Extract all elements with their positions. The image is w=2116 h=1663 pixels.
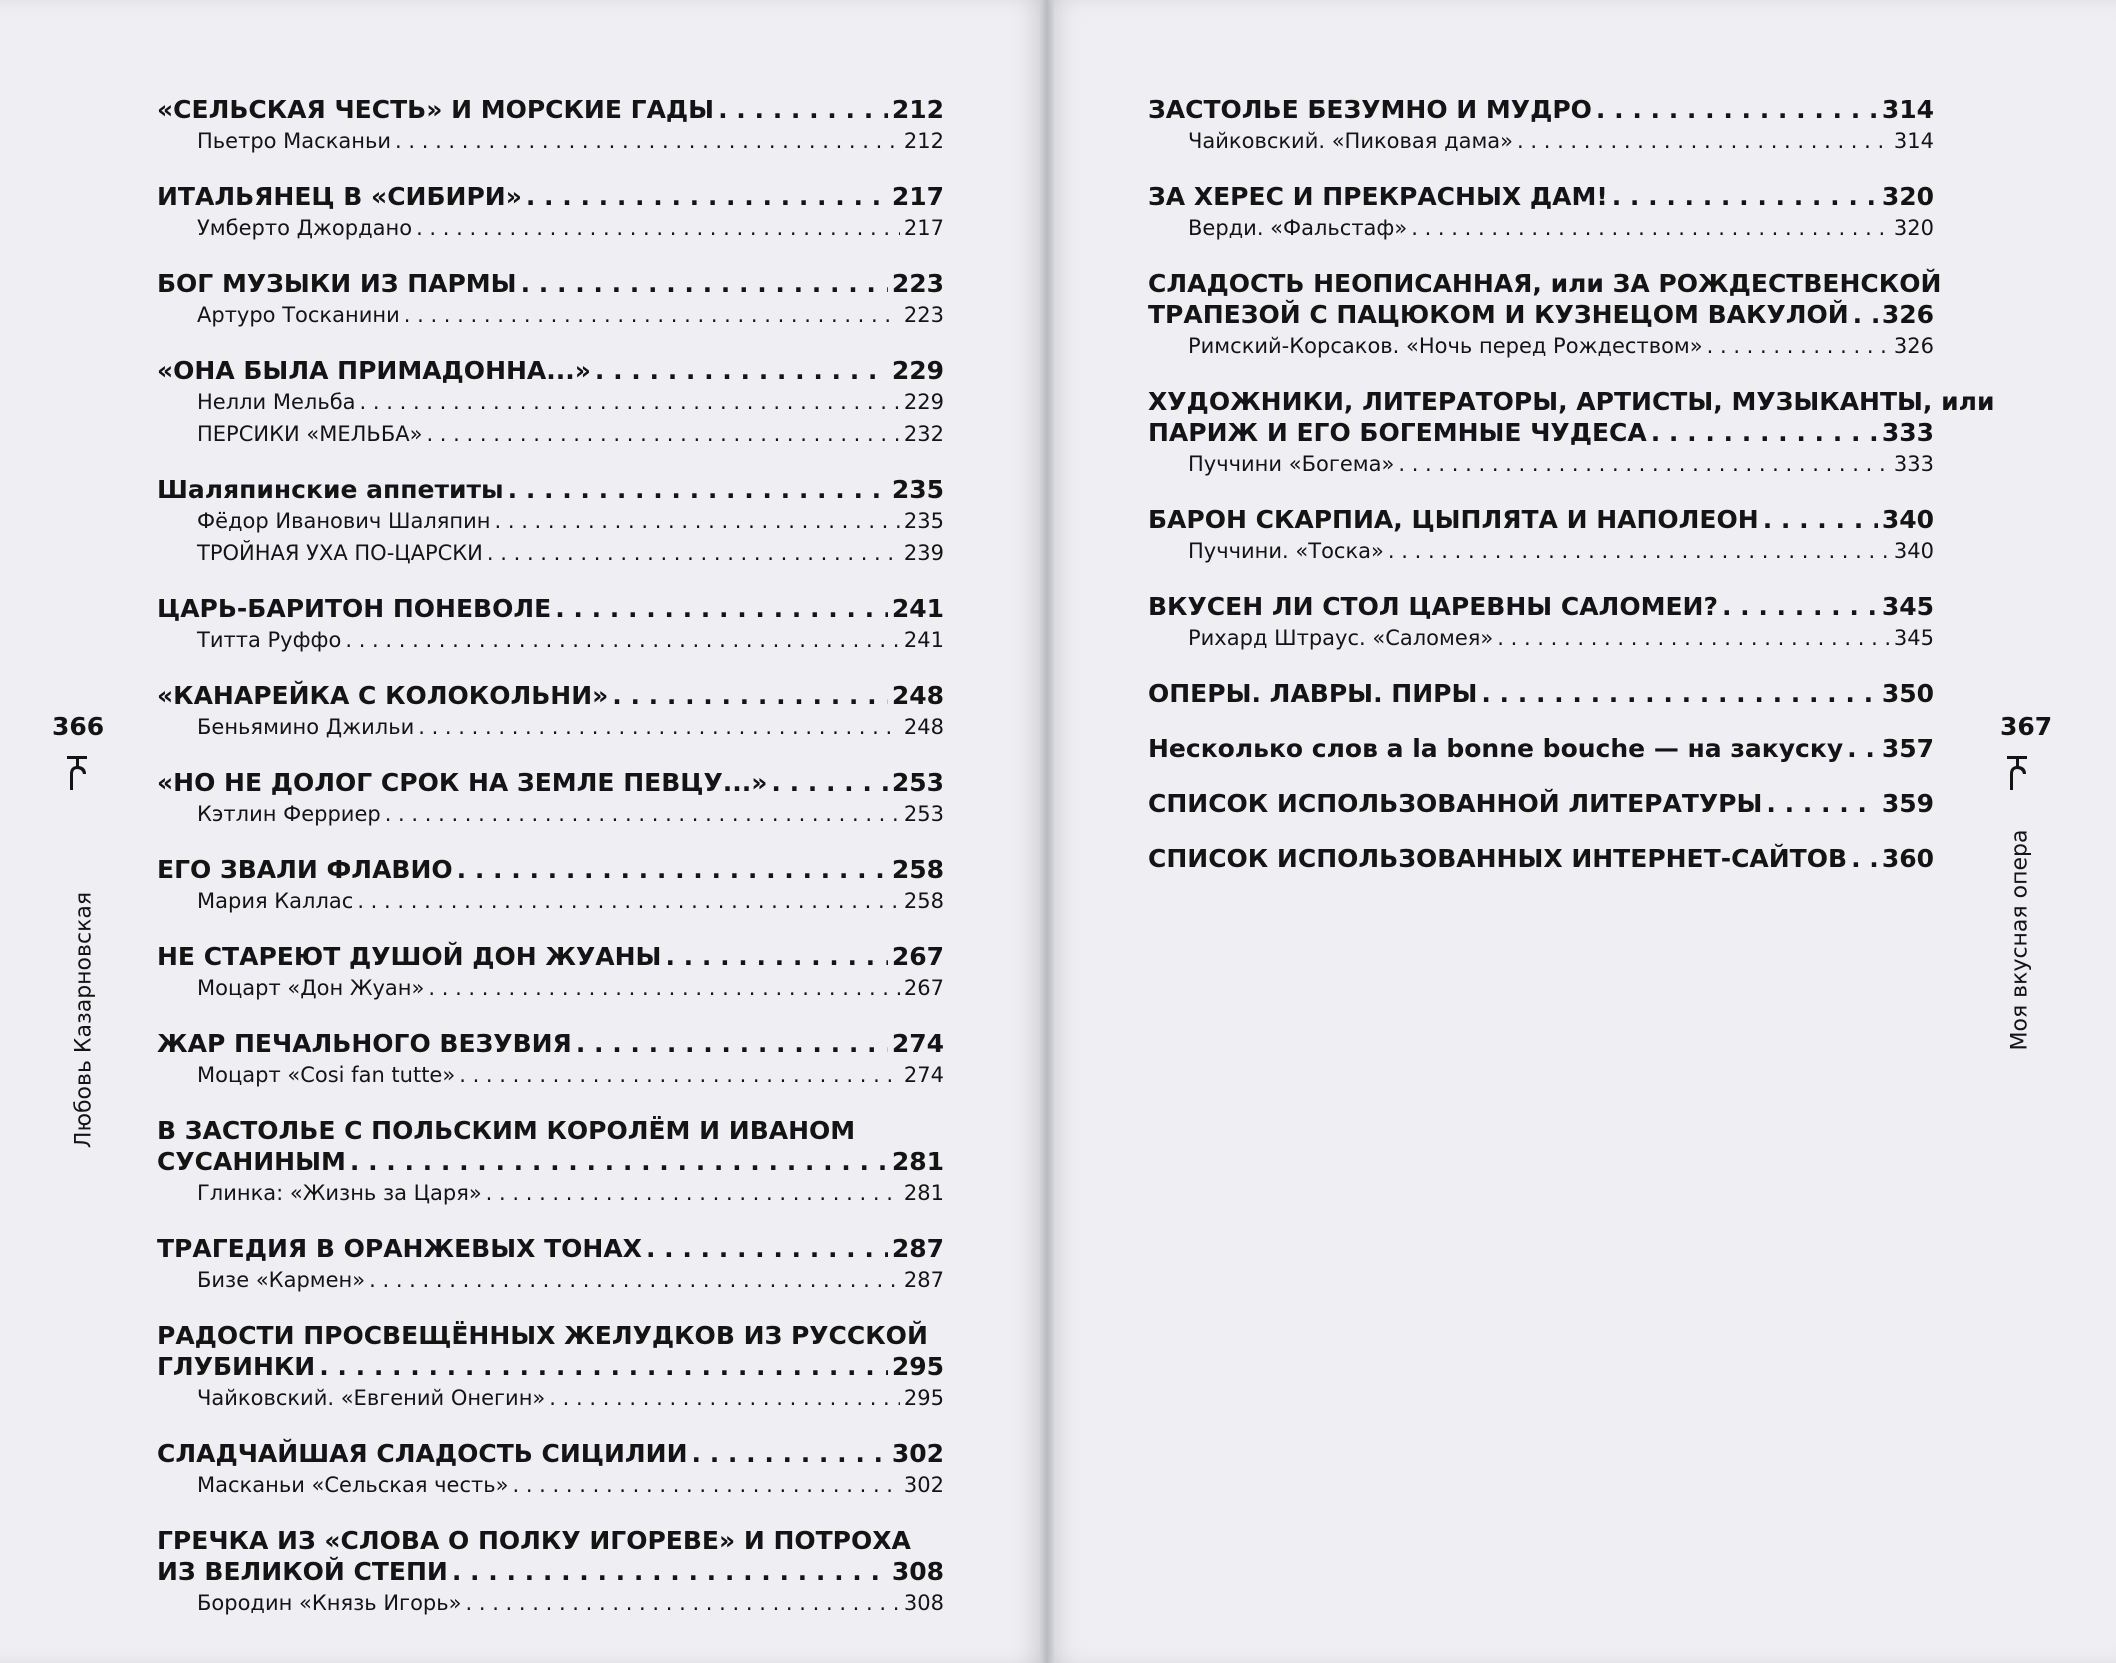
toc-subentry	[157, 537, 944, 569]
toc-subentry	[1148, 212, 1934, 244]
toc-chapter-entry	[1148, 678, 1934, 709]
toc-chapter-title: ЕГО ЗВАЛИ ФЛАВИО	[157, 855, 453, 884]
toc-chapter-entry	[157, 1351, 944, 1382]
toc-chapter-entry	[1148, 733, 1934, 764]
toc-chapter-entry	[157, 593, 944, 624]
toc-page-number: 345	[1881, 592, 1934, 621]
toc-page-number: 253	[903, 802, 944, 826]
toc-chapter-entry	[157, 1028, 944, 1059]
toc-chapter-title-line: ГРЕЧКА ИЗ «СЛОВА О ПОЛКУ ИГОРЕВЕ» И ПОТРОХА	[157, 1526, 911, 1555]
toc-gap	[157, 830, 944, 854]
dot-leader	[350, 1146, 888, 1177]
toc-subentry	[157, 299, 944, 331]
toc-page-number: 241	[903, 628, 944, 652]
toc-subentry-title: Беньямино Джильи	[197, 715, 415, 739]
toc-subentry-title: Титта Руффо	[197, 628, 342, 652]
toc-chapter-entry	[157, 1438, 944, 1469]
toc-subentry	[157, 386, 944, 418]
toc-subentry-title: ТРОЙНАЯ УХА ПО-ЦАРСКИ	[197, 541, 483, 565]
dot-leader	[512, 1469, 899, 1501]
toc-page-number: 248	[903, 715, 944, 739]
dot-leader	[457, 854, 888, 885]
toc-chapter-title: ИТАЛЬЯНЕЦ В «СИБИРИ»	[157, 182, 522, 211]
dot-leader	[549, 1382, 900, 1414]
dot-leader	[1517, 125, 1890, 157]
toc-subentry	[157, 1177, 944, 1209]
left-page-number: 366	[52, 712, 105, 741]
toc-gap	[157, 450, 944, 474]
toc-subentry-title: Бородин «Князь Игорь»	[197, 1591, 462, 1615]
toc-chapter-title: СУСАНИНЫМ	[157, 1147, 346, 1176]
dot-leader	[319, 1351, 888, 1382]
toc-subentry-title: Бизе «Кармен»	[197, 1268, 366, 1292]
toc-page-number: 267	[903, 976, 944, 1000]
toc-page-number: 229	[891, 356, 944, 385]
dot-leader	[718, 94, 888, 125]
toc-chapter-entry	[157, 941, 944, 972]
toc-subentry-title: Пуччини «Богема»	[1188, 452, 1395, 476]
dot-leader	[495, 505, 900, 537]
toc-subentry-title: Рихард Штраус. «Саломея»	[1188, 626, 1494, 650]
toc-subentry	[157, 885, 944, 917]
toc-chapter-title: СПИСОК ИСПОЛЬЗОВАННЫХ ИНТЕРНЕТ-САЙТОВ	[1148, 844, 1848, 873]
dot-leader	[369, 1264, 900, 1296]
dot-leader	[692, 1438, 888, 1469]
toc-gap	[157, 917, 944, 941]
toc-subentry-title: ПЕРСИКИ «МЕЛЬБА»	[197, 422, 423, 446]
dot-leader	[1596, 94, 1878, 125]
toc-gap	[157, 331, 944, 355]
toc-page-number: 223	[891, 269, 944, 298]
toc-chapter-title: СЛАДЧАЙШАЯ СЛАДОСТЬ СИЦИЛИИ	[157, 1439, 688, 1468]
toc-page-number: 314	[1893, 129, 1934, 153]
dot-leader	[1707, 330, 1890, 362]
toc-subentry-title: Нелли Мельба	[197, 390, 356, 414]
toc-gap	[1148, 567, 1934, 591]
toc-subentry-title: Глинка: «Жизнь за Царя»	[197, 1181, 482, 1205]
toc-subentry	[157, 505, 944, 537]
toc-gap	[1148, 764, 1934, 788]
toc-subentry	[157, 624, 944, 656]
toc-chapter-entry	[157, 268, 944, 299]
toc-chapter-title: ЗА ХЕРЕС И ПРЕКРАСНЫХ ДАМ!	[1148, 182, 1608, 211]
dot-leader	[1497, 622, 1890, 654]
toc-subentry-title: Мария Каллас	[197, 889, 354, 913]
toc-gap	[1148, 244, 1934, 268]
toc-subentry	[157, 1382, 944, 1414]
dot-leader	[357, 885, 900, 917]
toc-page-number: 308	[903, 1591, 944, 1615]
toc-left	[157, 94, 944, 1619]
toc-page-number: 253	[891, 768, 944, 797]
toc-page-number: 267	[891, 942, 944, 971]
dot-leader	[452, 1556, 888, 1587]
toc-right	[1148, 94, 1995, 874]
toc-subentry	[157, 972, 944, 1004]
tuning-fork-icon	[62, 752, 92, 792]
dot-leader	[526, 181, 888, 212]
dot-leader	[1851, 843, 1878, 874]
dot-leader	[1388, 535, 1890, 567]
toc-page-number: 326	[1881, 300, 1934, 329]
toc-chapter-title: НЕ СТАРЕЮТ ДУШОЙ ДОН ЖУАНЫ	[157, 942, 662, 971]
toc-chapter-title-line: СЛАДОСТЬ НЕОПИСАННАЯ, или ЗА РОЖДЕСТВЕНСКОЙ	[1148, 269, 1942, 298]
toc-chapter-title: ТРАГЕДИЯ В ОРАНЖЕВЫХ ТОНАХ	[157, 1234, 642, 1263]
left-running-head: Любовь Казарновская	[71, 891, 97, 1149]
toc-subentry-title: Масканьи «Сельская честь»	[197, 1473, 509, 1497]
toc-page-number: 326	[1893, 334, 1934, 358]
toc-subentry-title: Верди. «Фальстаф»	[1188, 216, 1408, 240]
toc-chapter-title: «КАНАРЕЙКА С КОЛОКОЛЬНИ»	[157, 681, 609, 710]
toc-chapter-title: ПАРИЖ И ЕГО БОГЕМНЫЕ ЧУДЕСА	[1148, 418, 1647, 447]
toc-chapter-entry	[157, 474, 944, 505]
dot-leader	[385, 798, 900, 830]
toc-chapter-entry	[1148, 417, 1934, 448]
toc-gap	[157, 157, 944, 181]
dot-leader	[395, 125, 900, 157]
toc-subentry	[1148, 330, 1934, 362]
toc-gap	[157, 244, 944, 268]
toc-page-number: 340	[1893, 539, 1934, 563]
dot-leader	[404, 299, 900, 331]
toc-page-number: 302	[891, 1439, 944, 1468]
dot-leader	[459, 1059, 900, 1091]
toc-gap	[157, 1004, 944, 1028]
toc-page-number: 287	[903, 1268, 944, 1292]
toc-subentry-title: Фёдор Иванович Шаляпин	[197, 509, 491, 533]
toc-page-number: 357	[1881, 734, 1934, 763]
toc-gap	[157, 1296, 944, 1320]
toc-chapter-title-line: ХУДОЖНИКИ, ЛИТЕРАТОРЫ, АРТИСТЫ, МУЗЫКАНТЫ, или	[1148, 387, 1995, 416]
toc-gap	[157, 1414, 944, 1438]
dot-leader	[428, 972, 900, 1004]
dot-leader	[486, 1177, 900, 1209]
dot-leader	[508, 474, 888, 505]
toc-page-number: 350	[1881, 679, 1934, 708]
toc-page-number: 248	[891, 681, 944, 710]
toc-page-number: 281	[903, 1181, 944, 1205]
dot-leader	[1481, 678, 1877, 709]
toc-chapter-entry	[1148, 181, 1934, 212]
toc-gap	[1148, 709, 1934, 733]
dot-leader	[1763, 504, 1878, 535]
toc-gap	[157, 1501, 944, 1525]
toc-chapter-entry	[157, 355, 944, 386]
toc-page-number: 345	[1893, 626, 1934, 650]
toc-chapter-entry	[157, 1233, 944, 1264]
dot-leader	[466, 1587, 900, 1619]
toc-chapter-title: БАРОН СКАРПИА, ЦЫПЛЯТА И НАПОЛЕОН	[1148, 505, 1759, 534]
toc-gap	[1148, 362, 1934, 386]
toc-chapter-entry	[1148, 299, 1934, 330]
toc-page-number: 235	[903, 509, 944, 533]
right-page-number: 367	[2000, 712, 2053, 741]
dot-leader	[555, 593, 888, 624]
toc-subentry-title: Моцарт «Дон Жуан»	[197, 976, 425, 1000]
toc-chapter-title: ОПЕРЫ. ЛАВРЫ. ПИРЫ	[1148, 679, 1478, 708]
toc-page-number: 320	[1893, 216, 1934, 240]
dot-leader	[418, 711, 900, 743]
toc-chapter-entry	[157, 680, 944, 711]
toc-chapter-title: СПИСОК ИСПОЛЬЗОВАННОЙ ЛИТЕРАТУРЫ	[1148, 789, 1763, 818]
dot-leader	[595, 355, 888, 386]
toc-gap	[157, 1209, 944, 1233]
toc-gap	[157, 743, 944, 767]
toc-page-number: 314	[1881, 95, 1934, 124]
dot-leader	[345, 624, 900, 656]
toc-page-number: 320	[1881, 182, 1934, 211]
toc-subentry	[157, 711, 944, 743]
book-gutter	[1040, 0, 1054, 1663]
toc-page-number: 302	[903, 1473, 944, 1497]
toc-page-number: 212	[891, 95, 944, 124]
toc-chapter-entry	[157, 854, 944, 885]
toc-page-number: 359	[1881, 789, 1934, 818]
dot-leader	[487, 537, 900, 569]
toc-chapter-title: ЗАСТОЛЬЕ БЕЗУМНО И МУДРО	[1148, 95, 1592, 124]
toc-gap	[1148, 654, 1934, 678]
toc-chapter-entry	[1148, 843, 1934, 874]
toc-page-number: 241	[891, 594, 944, 623]
toc-gap	[1148, 480, 1934, 504]
toc-chapter-entry	[1148, 504, 1934, 535]
toc-page-number: 340	[1881, 505, 1934, 534]
dot-leader	[426, 418, 899, 450]
dot-leader	[576, 1028, 888, 1059]
toc-chapter-entry	[1148, 591, 1934, 622]
dot-leader	[1612, 181, 1878, 212]
toc-page-number: 333	[1893, 452, 1934, 476]
toc-chapter-title: ГЛУБИНКИ	[157, 1352, 316, 1381]
dot-leader	[1766, 788, 1877, 819]
toc-chapter-entry	[157, 1146, 944, 1177]
toc-chapter-title: ЖАР ПЕЧАЛЬНОГО ВЕЗУВИЯ	[157, 1029, 572, 1058]
toc-subentry-title: Моцарт «Cosi fan tutte»	[197, 1063, 456, 1087]
right-running-head: Моя вкусная опера	[2007, 829, 2033, 1051]
toc-page-number: 274	[891, 1029, 944, 1058]
toc-gap	[157, 569, 944, 593]
toc-subentry-title: Артуро Тосканини	[197, 303, 400, 327]
toc-page-number: 295	[891, 1352, 944, 1381]
toc-subentry-title: Кэтлин Ферриер	[197, 802, 381, 826]
toc-page-number: 360	[1881, 844, 1934, 873]
toc-page-number: 232	[903, 422, 944, 446]
toc-gap	[157, 656, 944, 680]
dot-leader	[665, 941, 887, 972]
dot-leader	[1411, 212, 1890, 244]
toc-page-number: 217	[891, 182, 944, 211]
dot-leader	[646, 1233, 888, 1264]
tuning-fork-icon	[2002, 752, 2032, 792]
toc-subentry	[157, 1264, 944, 1296]
toc-subentry-title: Умберто Джордано	[197, 216, 413, 240]
toc-chapter-title: ИЗ ВЕЛИКОЙ СТЕПИ	[157, 1557, 448, 1586]
toc-chapter-title: ВКУСЕН ЛИ СТОЛ ЦАРЕВНЫ САЛОМЕИ?	[1148, 592, 1718, 621]
toc-chapter-title: «ОНА БЫЛА ПРИМАДОННА...»	[157, 356, 591, 385]
toc-subentry	[157, 798, 944, 830]
toc-subentry	[1148, 448, 1934, 480]
toc-chapter-entry	[157, 181, 944, 212]
dot-leader	[1398, 448, 1890, 480]
toc-page-number: 274	[903, 1063, 944, 1087]
toc-subentry	[157, 1059, 944, 1091]
toc-subentry	[1148, 125, 1934, 157]
toc-chapter-title-line: РАДОСТИ ПРОСВЕЩЁННЫХ ЖЕЛУДКОВ ИЗ РУССКОЙ	[157, 1321, 928, 1350]
dot-leader	[612, 680, 888, 711]
toc-page-number: 258	[903, 889, 944, 913]
toc-page-number: 295	[903, 1386, 944, 1410]
toc-chapter-title: Несколько слов a la bonne bouche — на закуску	[1148, 734, 1844, 763]
toc-page-number: 235	[891, 475, 944, 504]
toc-chapter-title: ТРАПЕЗОЙ С ПАЦЮКОМ И КУЗНЕЦОМ ВАКУЛОЙ	[1148, 300, 1849, 329]
toc-page-number: 223	[903, 303, 944, 327]
toc-gap	[1148, 157, 1934, 181]
toc-page-number: 217	[903, 216, 944, 240]
dot-leader	[521, 268, 888, 299]
dot-leader	[360, 386, 900, 418]
dot-leader	[1853, 299, 1878, 330]
dot-leader	[1847, 733, 1878, 764]
toc-gap	[157, 1091, 944, 1115]
toc-subentry-title: Чайковский. «Евгений Онегин»	[197, 1386, 546, 1410]
toc-page-number: 308	[891, 1557, 944, 1586]
toc-page-number: 287	[891, 1234, 944, 1263]
toc-subentry	[157, 1587, 944, 1619]
toc-chapter-entry	[157, 767, 944, 798]
toc-gap	[1148, 819, 1934, 843]
toc-chapter-title: «НО НЕ ДОЛОГ СРОК НА ЗЕМЛЕ ПЕВЦУ...»	[157, 768, 768, 797]
toc-chapter-title-line: В ЗАСТОЛЬЕ С ПОЛЬСКИМ КОРОЛЁМ И ИВАНОМ	[157, 1116, 856, 1145]
dot-leader	[1651, 417, 1878, 448]
toc-page-number: 333	[1881, 418, 1934, 447]
toc-page-number: 212	[903, 129, 944, 153]
toc-subentry	[157, 1469, 944, 1501]
toc-subentry	[157, 418, 944, 450]
toc-chapter-entry	[157, 1556, 944, 1587]
toc-page-number: 258	[891, 855, 944, 884]
toc-chapter-title: ЦАРЬ-БАРИТОН ПОНЕВОЛЕ	[157, 594, 552, 623]
toc-chapter-title: Шаляпинские аппетиты	[157, 475, 504, 504]
toc-subentry	[1148, 622, 1934, 654]
toc-chapter-title: БОГ МУЗЫКИ ИЗ ПАРМЫ	[157, 269, 517, 298]
toc-subentry	[157, 125, 944, 157]
toc-page-number: 239	[903, 541, 944, 565]
toc-subentry-title: Римский-Корсаков. «Ночь перед Рождеством»	[1188, 334, 1703, 358]
toc-chapter-entry	[1148, 788, 1934, 819]
toc-subentry-title: Пьетро Масканьи	[197, 129, 392, 153]
toc-chapter-title: «СЕЛЬСКАЯ ЧЕСТЬ» И МОРСКИЕ ГАДЫ	[157, 95, 715, 124]
dot-leader	[416, 212, 900, 244]
toc-subentry-title: Пуччини. «Тоска»	[1188, 539, 1384, 563]
toc-subentry	[1148, 535, 1934, 567]
dot-leader	[1722, 591, 1878, 622]
toc-chapter-entry	[1148, 94, 1934, 125]
toc-page-number: 281	[891, 1147, 944, 1176]
toc-page-number: 229	[903, 390, 944, 414]
toc-chapter-entry	[157, 94, 944, 125]
toc-subentry-title: Чайковский. «Пиковая дама»	[1188, 129, 1514, 153]
dot-leader	[771, 767, 887, 798]
toc-subentry	[157, 212, 944, 244]
